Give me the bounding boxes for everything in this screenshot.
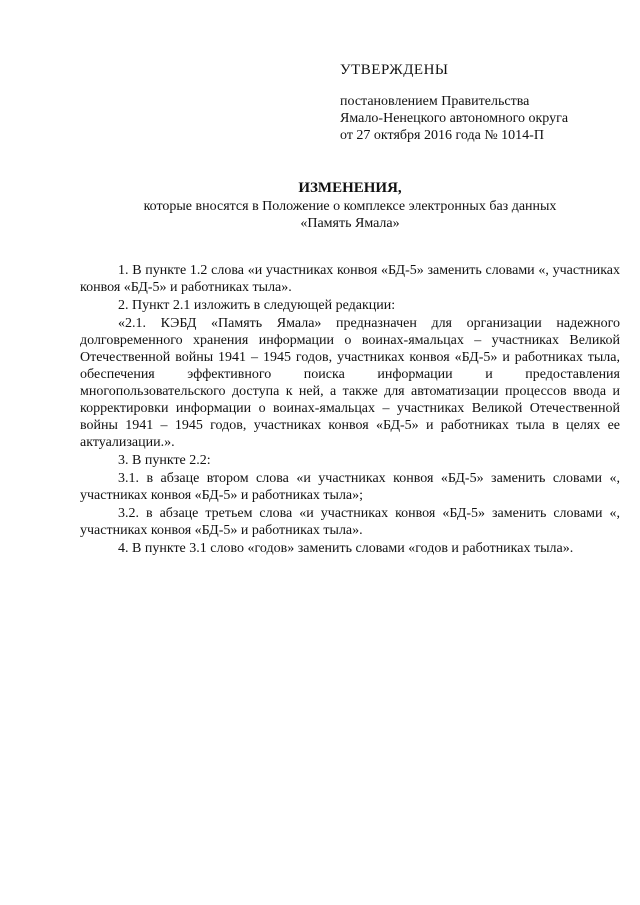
document-title: ИЗМЕНЕНИЯ,: [298, 180, 402, 196]
paragraph-item-3-2: 3.2. в абзаце третьем слова «и участниках конвоя «БД-5» заменить словами «, участниках конвоя «БД-5» и работниках тыла».: [80, 506, 620, 538]
approval-line-date-number: от 27 октября 2016 года № 1014-П: [340, 128, 544, 143]
approval-title: УТВЕРЖДЕНЫ: [340, 62, 449, 78]
approval-block: [340, 62, 630, 144]
approval-line-resolution: постановлением Правительства: [340, 94, 530, 109]
paragraph-item-4: 4. В пункте 3.1 слово «годов» заменить словами «годов и работниках тыла».: [118, 541, 574, 556]
document-heading: [80, 178, 620, 232]
paragraph-item-2: 2. Пункт 2.1 изложить в следующей редакции:: [118, 298, 396, 313]
paragraph-item-1: 1. В пункте 1.2 слова «и участниках конвоя «БД-5» заменить словами «, участниках конвоя «БД-5» и работниках тыла».: [80, 263, 620, 295]
document-subtitle-line-2: «Память Ямала»: [300, 216, 400, 231]
document-body: [80, 262, 620, 558]
paragraph-item-3-1: 3.1. в абзаце втором слова «и участниках конвоя «БД-5» заменить словами «, участниках конвоя «БД-5» и работниках тыла»;: [80, 471, 620, 503]
approval-line-government: Ямало-Ненецкого автономного округа: [340, 111, 569, 126]
paragraph-item-2-text: «2.1. КЭБД «Память Ямала» предназначен для организации надежного долговременного хранения информации о воинах-ямальцах – участниках Великой Отечественной войны 1941 – 1945 годов, участниках конвоя «БД-5» и работниках тыла, обеспечения эффективного поиска информации и предоставления многопользовательского доступа к ней, а также для автоматизации процессов ввода и корректировки информации о воинах-ямальцах – участниках Великой Отечественной войны 1941 – 1945 годов, участниках конвоя «БД-5» и работниках тыла в целях ее актуализации.».: [80, 316, 620, 450]
document-subtitle-line-1: которые вносятся в Положение о комплексе электронных баз данных: [143, 199, 557, 214]
paragraph-item-3: 3. В пункте 2.2:: [118, 453, 211, 468]
